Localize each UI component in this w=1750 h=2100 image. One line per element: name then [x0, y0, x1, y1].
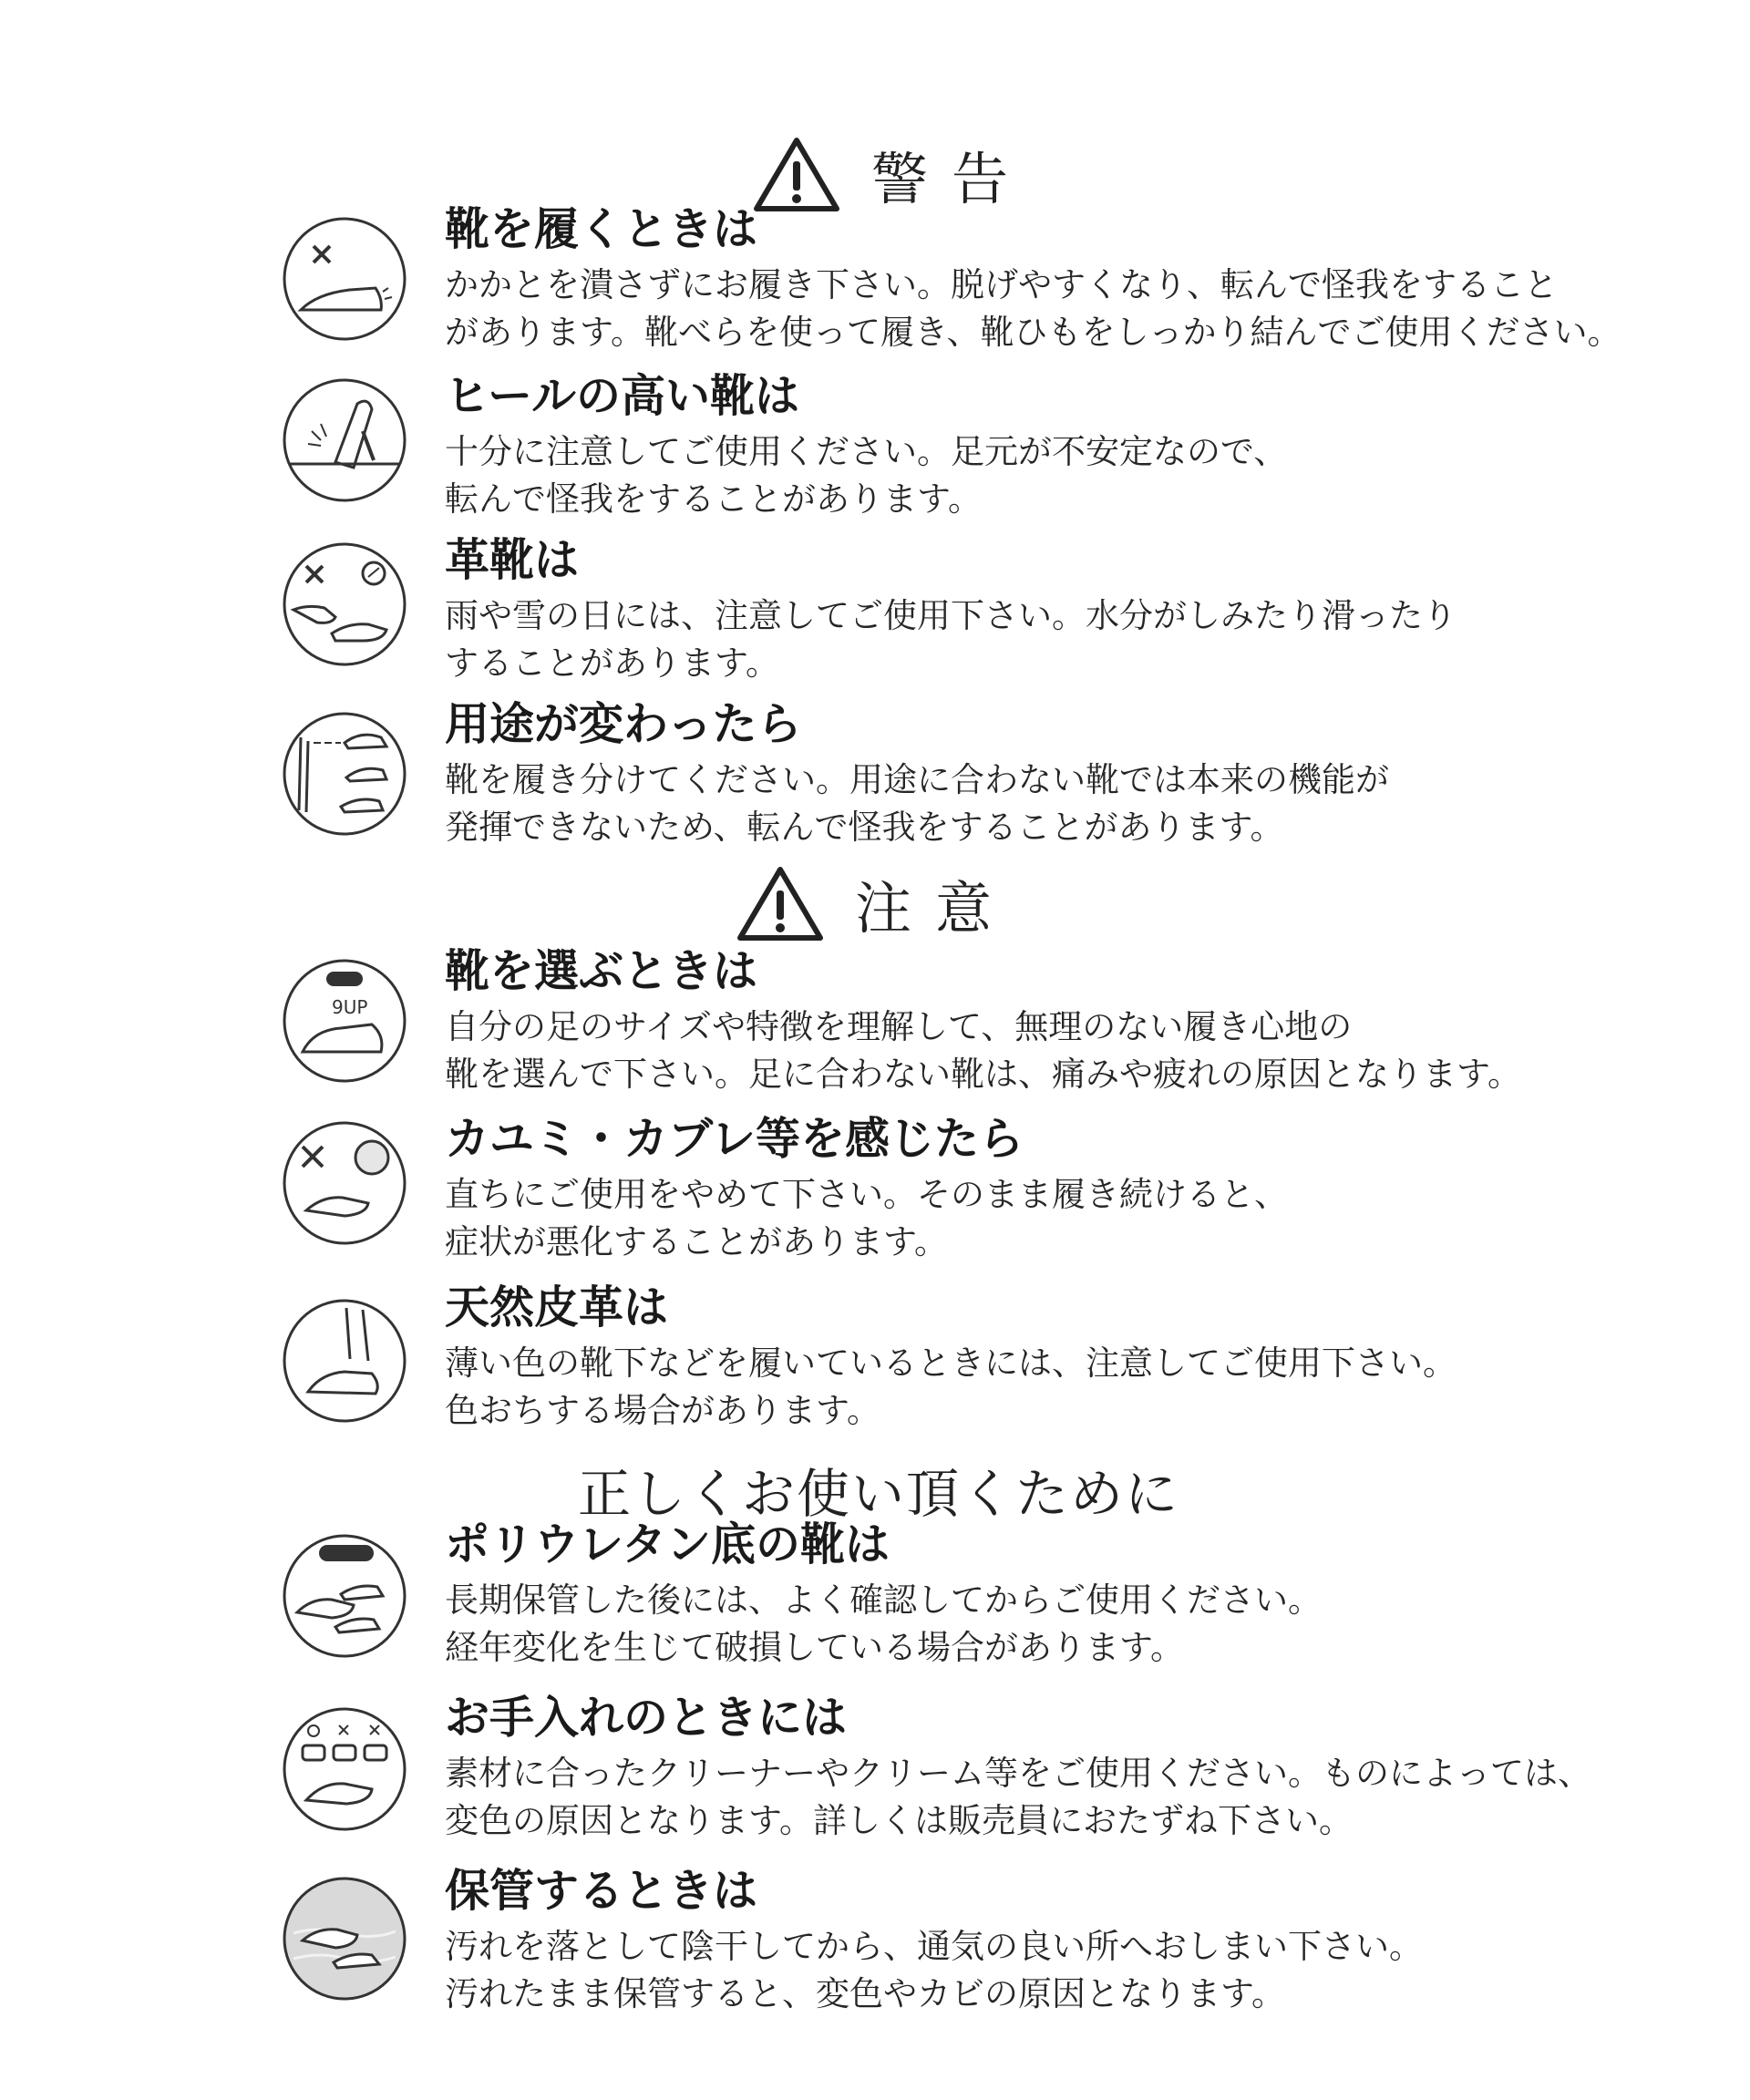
item-text-line: 経年変化を生じて破損している場合があります。	[445, 1628, 1185, 1667]
item-title: カユミ・カブレ等を感じたら	[445, 1113, 1024, 1165]
item-title: ポリウレタン底の靴は	[445, 1518, 890, 1570]
svg-text:9UP: 9UP	[332, 996, 368, 1018]
item-text-line: 汚れたまま保管すると、変色やカビの原因となります。	[445, 1974, 1286, 2013]
item-text-line: 症状が悪化することがあります。	[445, 1222, 949, 1261]
caution-section-header	[736, 862, 1015, 944]
item-title: 革靴は	[445, 534, 580, 586]
item-text-line: 変色の原因となります。詳しくは販売員におたずね下さい。	[445, 1801, 1354, 1840]
leather-shoe-rain-icon	[281, 540, 408, 668]
item-text-line: 転んで怪我をすることがあります。	[445, 479, 983, 519]
list-item	[0, 1864, 1750, 2019]
warning-triangle-icon	[736, 865, 824, 942]
item-text-line: 十分に注意してご使用ください。足元が不安定なので、	[445, 432, 1288, 471]
list-item	[0, 1691, 1750, 1846]
shoe-cream-icon	[281, 1705, 408, 1833]
item-text-line: 靴を選んで下さい。足に合わない靴は、痛みや疲れの原因となります。	[445, 1055, 1522, 1094]
item-text-line: 直ちにご使用をやめて下さい。そのまま履き続けると、	[445, 1175, 1288, 1214]
item-text-line: があります。靴べらを使って履き、靴ひもをしっかり結んでご使用ください。	[445, 313, 1621, 352]
irritation-stop-icon	[281, 1119, 408, 1247]
list-item	[0, 1518, 1750, 1673]
item-title: 靴を選ぶときは	[445, 945, 758, 997]
shoe-change-icon	[281, 710, 408, 838]
sock-color-transfer-icon	[281, 1297, 408, 1425]
item-title: 用途が変わったら	[445, 698, 802, 750]
item-title: 保管するときは	[445, 1865, 758, 1917]
item-text-line: 汚れを落として陰干してから、通気の良い所へおしまい下さい。	[445, 1927, 1423, 1966]
item-title: 靴を履くときは	[445, 203, 758, 255]
caution-section-title: 注意	[855, 874, 1016, 942]
warning-triangle-icon	[753, 136, 840, 212]
proper-use-section-title: 正しくお使い頂くために	[578, 1463, 1180, 1525]
item-text-line: 発揮できないため、転んで怪我をすることがあります。	[445, 808, 1284, 847]
item-text-line: 長期保管した後には、よく確認してからご使用ください。	[445, 1580, 1322, 1620]
crushed-heel-shoe-icon	[281, 215, 408, 343]
storage-shoe-icon	[281, 1875, 408, 2002]
list-item	[0, 369, 1750, 524]
high-heel-icon	[281, 376, 408, 504]
item-title: ヒールの高い靴は	[445, 370, 800, 422]
item-text-line: 雨や雪の日には、注意してご使用下さい。水分がしみたり滑ったり	[445, 596, 1457, 635]
polyurethane-sole-icon	[281, 1532, 408, 1660]
shoe-size-icon	[281, 957, 408, 1085]
warning-section-title: 警告	[871, 145, 1033, 212]
item-text-line: 薄い色の靴下などを履いているときには、注意してご使用下さい。	[445, 1343, 1457, 1383]
item-text-line: 色おちする場合があります。	[445, 1391, 881, 1430]
item-text-line: かかとを潰さずにお履き下さい。脱げやすくなり、転んで怪我をすること	[445, 265, 1558, 304]
item-text-line: 靴を履き分けてください。用途に合わない靴では本来の機能が	[445, 760, 1389, 799]
list-item	[0, 202, 1750, 357]
item-title: お手入れのときには	[445, 1692, 848, 1744]
item-text-line: 素材に合ったクリーナーやクリーム等をご使用ください。ものによっては、	[445, 1754, 1591, 1793]
list-item	[0, 533, 1750, 688]
list-item	[0, 1281, 1750, 1436]
item-title: 天然皮革は	[445, 1282, 669, 1333]
item-text-line: 自分の足のサイズや特徴を理解して、無理のない履き心地の	[445, 1007, 1353, 1046]
item-text-line: することがあります。	[445, 643, 780, 683]
list-item	[0, 1112, 1750, 1267]
list-item	[0, 944, 1750, 1099]
list-item	[0, 697, 1750, 852]
